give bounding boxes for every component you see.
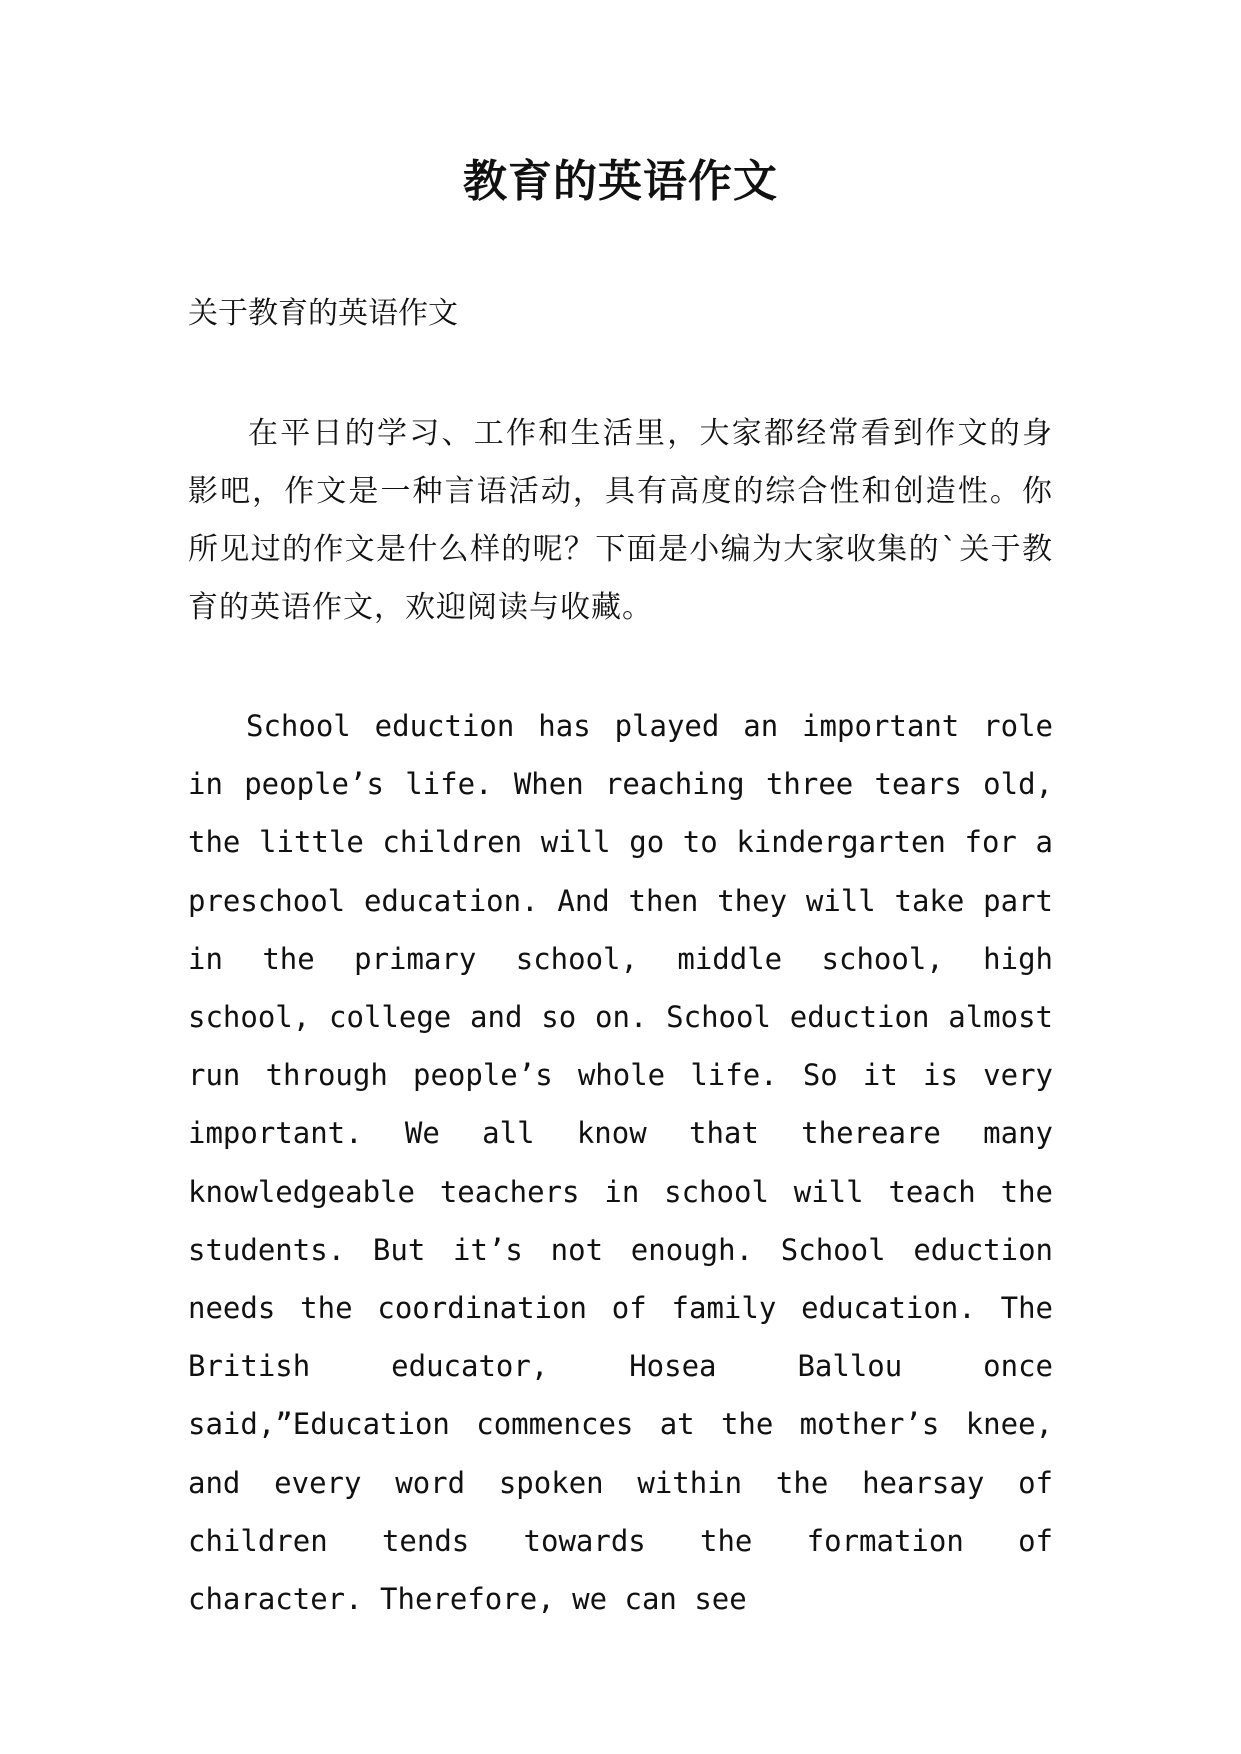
document-title: 教育的英语作文 — [463, 156, 778, 207]
document-subtitle: 关于教育的英语作文 — [188, 296, 458, 331]
body-paragraph: School eduction has played an important role in people’s life. When reaching three tears old, the little children will go to kindergarten for a preschool education. And then they will take part in the primary school, middle school, high school, college and so on. School eduction almost run through people’s whole life. So it is very important. We all know that thereare many knowledgeable teachers in school will teach the students. But it’s not enough. School eduction needs the coordination of family education. The British educator, Hosea Ballou once said,”Education commences at the mother’s knee, and every word spoken within the hearsay of children tends towards the formation of character. Therefore, we can see — [188, 709, 1053, 1617]
intro-paragraph: 在平日的学习、工作和生活里，大家都经常看到作文的身影吧，作文是一种言语活动，具有高度的综合性和创造性。你所见过的作文是什么样的呢？下面是小编为大家收集的`关于教育的英语作文，欢迎阅读与收藏。 — [188, 416, 1053, 625]
